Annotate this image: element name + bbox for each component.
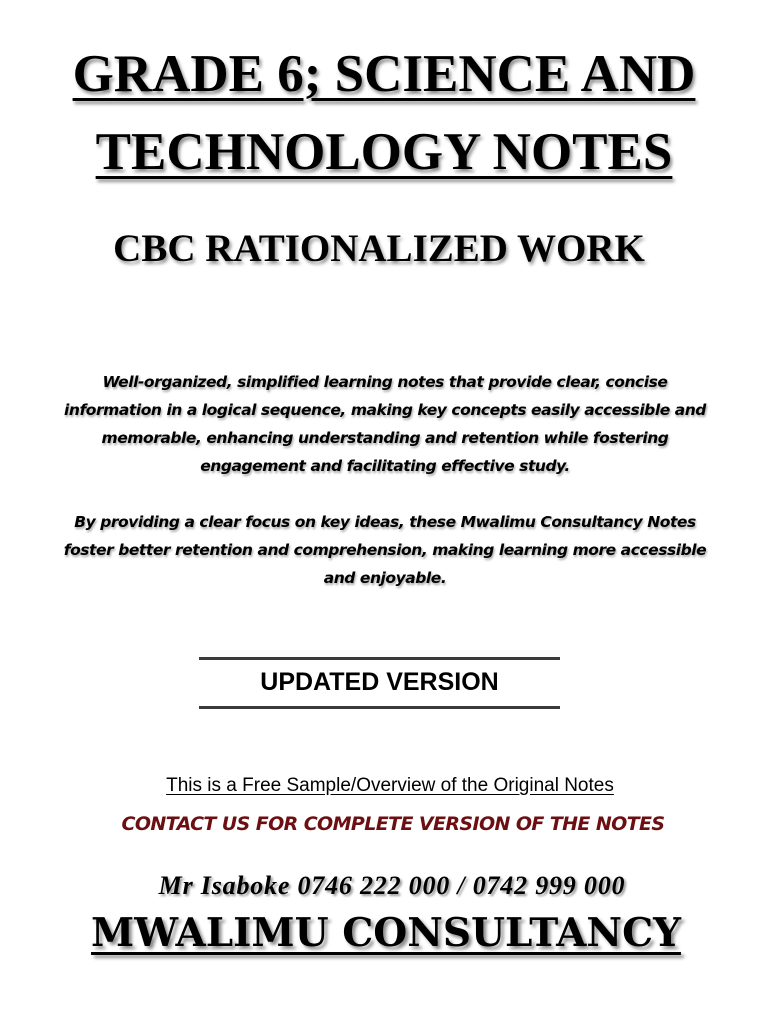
updated-version-badge: UPDATED VERSION — [260, 668, 499, 696]
free-sample-note: This is a Free Sample/Overview of the Original Notes — [166, 775, 614, 796]
subtitle: CBC RATIONALIZED WORK — [113, 227, 645, 270]
divider-top — [199, 657, 560, 660]
description-paragraph-1: Well-organized, simplified learning notes that provide clear, concise information in a logical sequence, making key concepts easily accessible and memorable, enhancing understanding and retention while fostering engagement and facilitating effective study. — [64, 373, 706, 475]
title-line-2: TECHNOLOGY NOTES — [95, 123, 673, 181]
contact-person-phone: Mr Isaboke 0746 222 000 / 0742 999 000 — [158, 871, 626, 900]
description-paragraph-2: By providing a clear focus on key ideas, these Mwalimu Consultancy Notes foster better retention and comprehension, making learning more accessible and enjoyable. — [63, 513, 707, 587]
contact-call-to-action: CONTACT US FOR COMPLETE VERSION OF THE NOTES — [121, 813, 665, 835]
organization-name: MWALIMU CONSULTANCY — [91, 910, 681, 956]
title-line-1: GRADE 6; SCIENCE AND — [72, 45, 696, 103]
divider-bottom — [199, 706, 560, 709]
